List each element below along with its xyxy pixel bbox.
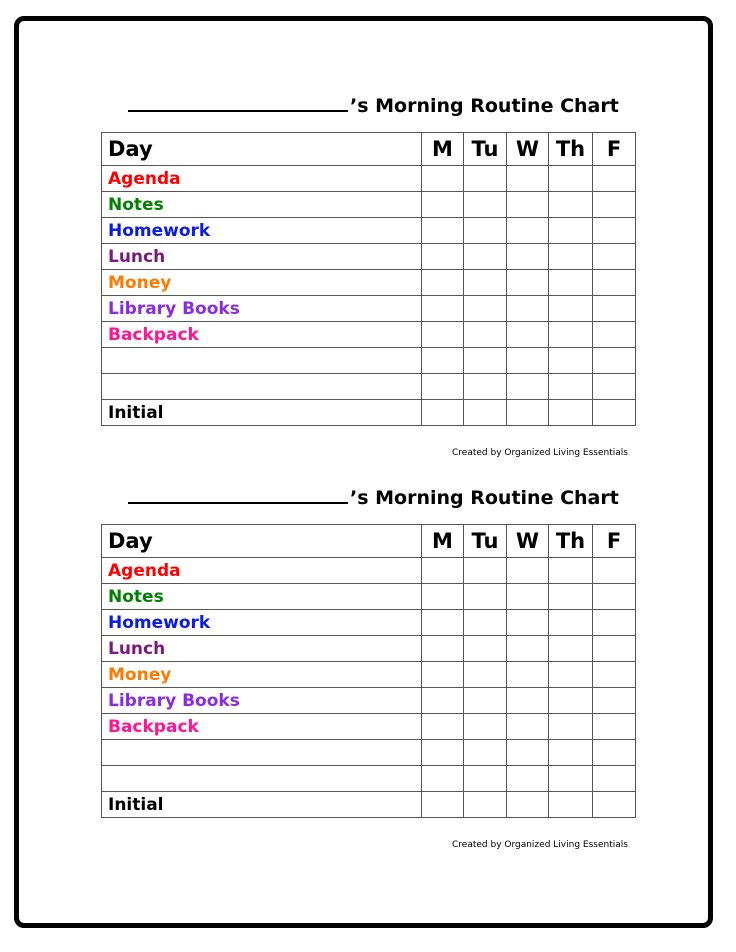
table-row xyxy=(102,610,636,636)
check-cell[interactable] xyxy=(507,662,549,688)
check-cell[interactable] xyxy=(507,270,549,296)
check-cell[interactable] xyxy=(464,792,507,818)
header-row xyxy=(102,525,636,558)
check-cell[interactable] xyxy=(549,348,593,374)
check-cell[interactable] xyxy=(549,400,593,426)
row-label-agenda: Agenda xyxy=(102,558,422,584)
check-cell[interactable] xyxy=(422,400,464,426)
table-row xyxy=(102,740,636,766)
header-row xyxy=(102,133,636,166)
chart-title xyxy=(128,92,619,117)
row-label-library-books: Library Books xyxy=(102,296,422,322)
check-cell[interactable] xyxy=(507,558,549,584)
check-cell[interactable] xyxy=(507,296,549,322)
check-cell[interactable] xyxy=(464,766,507,792)
check-cell[interactable] xyxy=(549,610,593,636)
check-cell[interactable] xyxy=(464,400,507,426)
day-header-friday: F xyxy=(593,133,636,166)
check-cell[interactable] xyxy=(593,610,636,636)
check-cell[interactable] xyxy=(549,192,593,218)
check-cell[interactable] xyxy=(549,636,593,662)
check-cell[interactable] xyxy=(422,792,464,818)
check-cell[interactable] xyxy=(549,166,593,192)
check-cell[interactable] xyxy=(593,348,636,374)
routine-table xyxy=(101,132,636,426)
check-cell[interactable] xyxy=(422,714,464,740)
check-cell[interactable] xyxy=(549,322,593,348)
table-row xyxy=(102,296,636,322)
check-cell[interactable] xyxy=(507,348,549,374)
check-cell[interactable] xyxy=(593,218,636,244)
day-header-tuesday: Tu xyxy=(464,525,507,558)
table-row xyxy=(102,714,636,740)
row-label-initial: Initial xyxy=(102,400,422,426)
routine-table xyxy=(101,524,636,818)
check-cell[interactable] xyxy=(593,296,636,322)
check-cell[interactable] xyxy=(422,166,464,192)
row-label-blank[interactable] xyxy=(102,766,422,792)
check-cell[interactable] xyxy=(422,740,464,766)
check-cell[interactable] xyxy=(464,688,507,714)
row-label-blank[interactable] xyxy=(102,740,422,766)
table-row xyxy=(102,192,636,218)
check-cell[interactable] xyxy=(549,374,593,400)
credit-text: Created by Organized Living Essentials xyxy=(452,840,628,850)
check-cell[interactable] xyxy=(593,792,636,818)
table-row xyxy=(102,244,636,270)
check-cell[interactable] xyxy=(422,218,464,244)
day-header-monday: M xyxy=(422,133,464,166)
table-row xyxy=(102,662,636,688)
row-label-lunch: Lunch xyxy=(102,636,422,662)
row-label-notes: Notes xyxy=(102,192,422,218)
day-header-wednesday: W xyxy=(507,133,549,166)
check-cell[interactable] xyxy=(507,584,549,610)
check-cell[interactable] xyxy=(593,400,636,426)
check-cell[interactable] xyxy=(422,636,464,662)
check-cell[interactable] xyxy=(549,792,593,818)
check-cell[interactable] xyxy=(422,662,464,688)
day-header-thursday: Th xyxy=(549,525,593,558)
check-cell[interactable] xyxy=(507,192,549,218)
check-cell[interactable] xyxy=(593,244,636,270)
check-cell[interactable] xyxy=(464,270,507,296)
table-row xyxy=(102,348,636,374)
table-row xyxy=(102,766,636,792)
check-cell[interactable] xyxy=(549,662,593,688)
check-cell[interactable] xyxy=(507,218,549,244)
chart-title xyxy=(128,484,619,509)
check-cell[interactable] xyxy=(593,740,636,766)
check-cell[interactable] xyxy=(593,584,636,610)
table-row xyxy=(102,558,636,584)
table-row xyxy=(102,400,636,426)
check-cell[interactable] xyxy=(464,636,507,662)
check-cell[interactable] xyxy=(464,558,507,584)
day-header-thursday: Th xyxy=(549,133,593,166)
row-label-notes: Notes xyxy=(102,584,422,610)
row-label-blank[interactable] xyxy=(102,348,422,374)
row-label-money: Money xyxy=(102,662,422,688)
check-cell[interactable] xyxy=(549,296,593,322)
chart-title-text: ’s Morning Routine Chart xyxy=(350,95,619,117)
check-cell[interactable] xyxy=(464,166,507,192)
table-row xyxy=(102,322,636,348)
day-header-friday: F xyxy=(593,525,636,558)
row-label-initial: Initial xyxy=(102,792,422,818)
check-cell[interactable] xyxy=(507,766,549,792)
check-cell[interactable] xyxy=(464,192,507,218)
chart-title-text: ’s Morning Routine Chart xyxy=(350,487,619,509)
check-cell[interactable] xyxy=(464,374,507,400)
check-cell[interactable] xyxy=(549,584,593,610)
check-cell[interactable] xyxy=(422,348,464,374)
check-cell[interactable] xyxy=(593,636,636,662)
day-header-monday: M xyxy=(422,525,464,558)
check-cell[interactable] xyxy=(507,714,549,740)
row-label-backpack: Backpack xyxy=(102,714,422,740)
check-cell[interactable] xyxy=(549,714,593,740)
check-cell[interactable] xyxy=(464,244,507,270)
check-cell[interactable] xyxy=(549,740,593,766)
credit-text: Created by Organized Living Essentials xyxy=(452,448,628,458)
table-row xyxy=(102,688,636,714)
row-label-library-books: Library Books xyxy=(102,688,422,714)
check-cell[interactable] xyxy=(464,348,507,374)
check-cell[interactable] xyxy=(593,322,636,348)
check-cell[interactable] xyxy=(464,322,507,348)
check-cell[interactable] xyxy=(422,374,464,400)
check-cell[interactable] xyxy=(422,584,464,610)
check-cell[interactable] xyxy=(507,322,549,348)
check-cell[interactable] xyxy=(549,270,593,296)
row-label-blank[interactable] xyxy=(102,374,422,400)
check-cell[interactable] xyxy=(507,740,549,766)
check-cell[interactable] xyxy=(593,662,636,688)
check-cell[interactable] xyxy=(549,558,593,584)
check-cell[interactable] xyxy=(422,558,464,584)
check-cell[interactable] xyxy=(507,374,549,400)
check-cell[interactable] xyxy=(507,610,549,636)
day-header: Day xyxy=(102,525,422,558)
check-cell[interactable] xyxy=(593,374,636,400)
check-cell[interactable] xyxy=(507,166,549,192)
table-row xyxy=(102,166,636,192)
row-label-backpack: Backpack xyxy=(102,322,422,348)
check-cell[interactable] xyxy=(464,714,507,740)
check-cell[interactable] xyxy=(507,244,549,270)
check-cell[interactable] xyxy=(549,244,593,270)
check-cell[interactable] xyxy=(464,740,507,766)
check-cell[interactable] xyxy=(593,558,636,584)
day-header: Day xyxy=(102,133,422,166)
name-blank-line[interactable] xyxy=(128,92,348,112)
check-cell[interactable] xyxy=(422,296,464,322)
check-cell[interactable] xyxy=(549,766,593,792)
table-row xyxy=(102,792,636,818)
day-header-wednesday: W xyxy=(507,525,549,558)
check-cell[interactable] xyxy=(422,270,464,296)
check-cell[interactable] xyxy=(464,662,507,688)
row-label-homework: Homework xyxy=(102,218,422,244)
table-row xyxy=(102,584,636,610)
check-cell[interactable] xyxy=(507,688,549,714)
check-cell[interactable] xyxy=(422,192,464,218)
check-cell[interactable] xyxy=(549,218,593,244)
table-row xyxy=(102,374,636,400)
check-cell[interactable] xyxy=(593,766,636,792)
check-cell[interactable] xyxy=(593,166,636,192)
row-label-money: Money xyxy=(102,270,422,296)
check-cell[interactable] xyxy=(422,610,464,636)
check-cell[interactable] xyxy=(593,688,636,714)
check-cell[interactable] xyxy=(422,322,464,348)
row-label-lunch: Lunch xyxy=(102,244,422,270)
check-cell[interactable] xyxy=(422,766,464,792)
check-cell[interactable] xyxy=(549,688,593,714)
check-cell[interactable] xyxy=(593,192,636,218)
name-blank-line[interactable] xyxy=(128,484,348,504)
check-cell[interactable] xyxy=(422,688,464,714)
table-row xyxy=(102,636,636,662)
check-cell[interactable] xyxy=(593,714,636,740)
row-label-homework: Homework xyxy=(102,610,422,636)
check-cell[interactable] xyxy=(422,244,464,270)
day-header-tuesday: Tu xyxy=(464,133,507,166)
check-cell[interactable] xyxy=(507,792,549,818)
check-cell[interactable] xyxy=(507,636,549,662)
check-cell[interactable] xyxy=(464,218,507,244)
table-row xyxy=(102,270,636,296)
check-cell[interactable] xyxy=(464,296,507,322)
row-label-agenda: Agenda xyxy=(102,166,422,192)
check-cell[interactable] xyxy=(464,584,507,610)
check-cell[interactable] xyxy=(593,270,636,296)
check-cell[interactable] xyxy=(464,610,507,636)
table-row xyxy=(102,218,636,244)
check-cell[interactable] xyxy=(507,400,549,426)
